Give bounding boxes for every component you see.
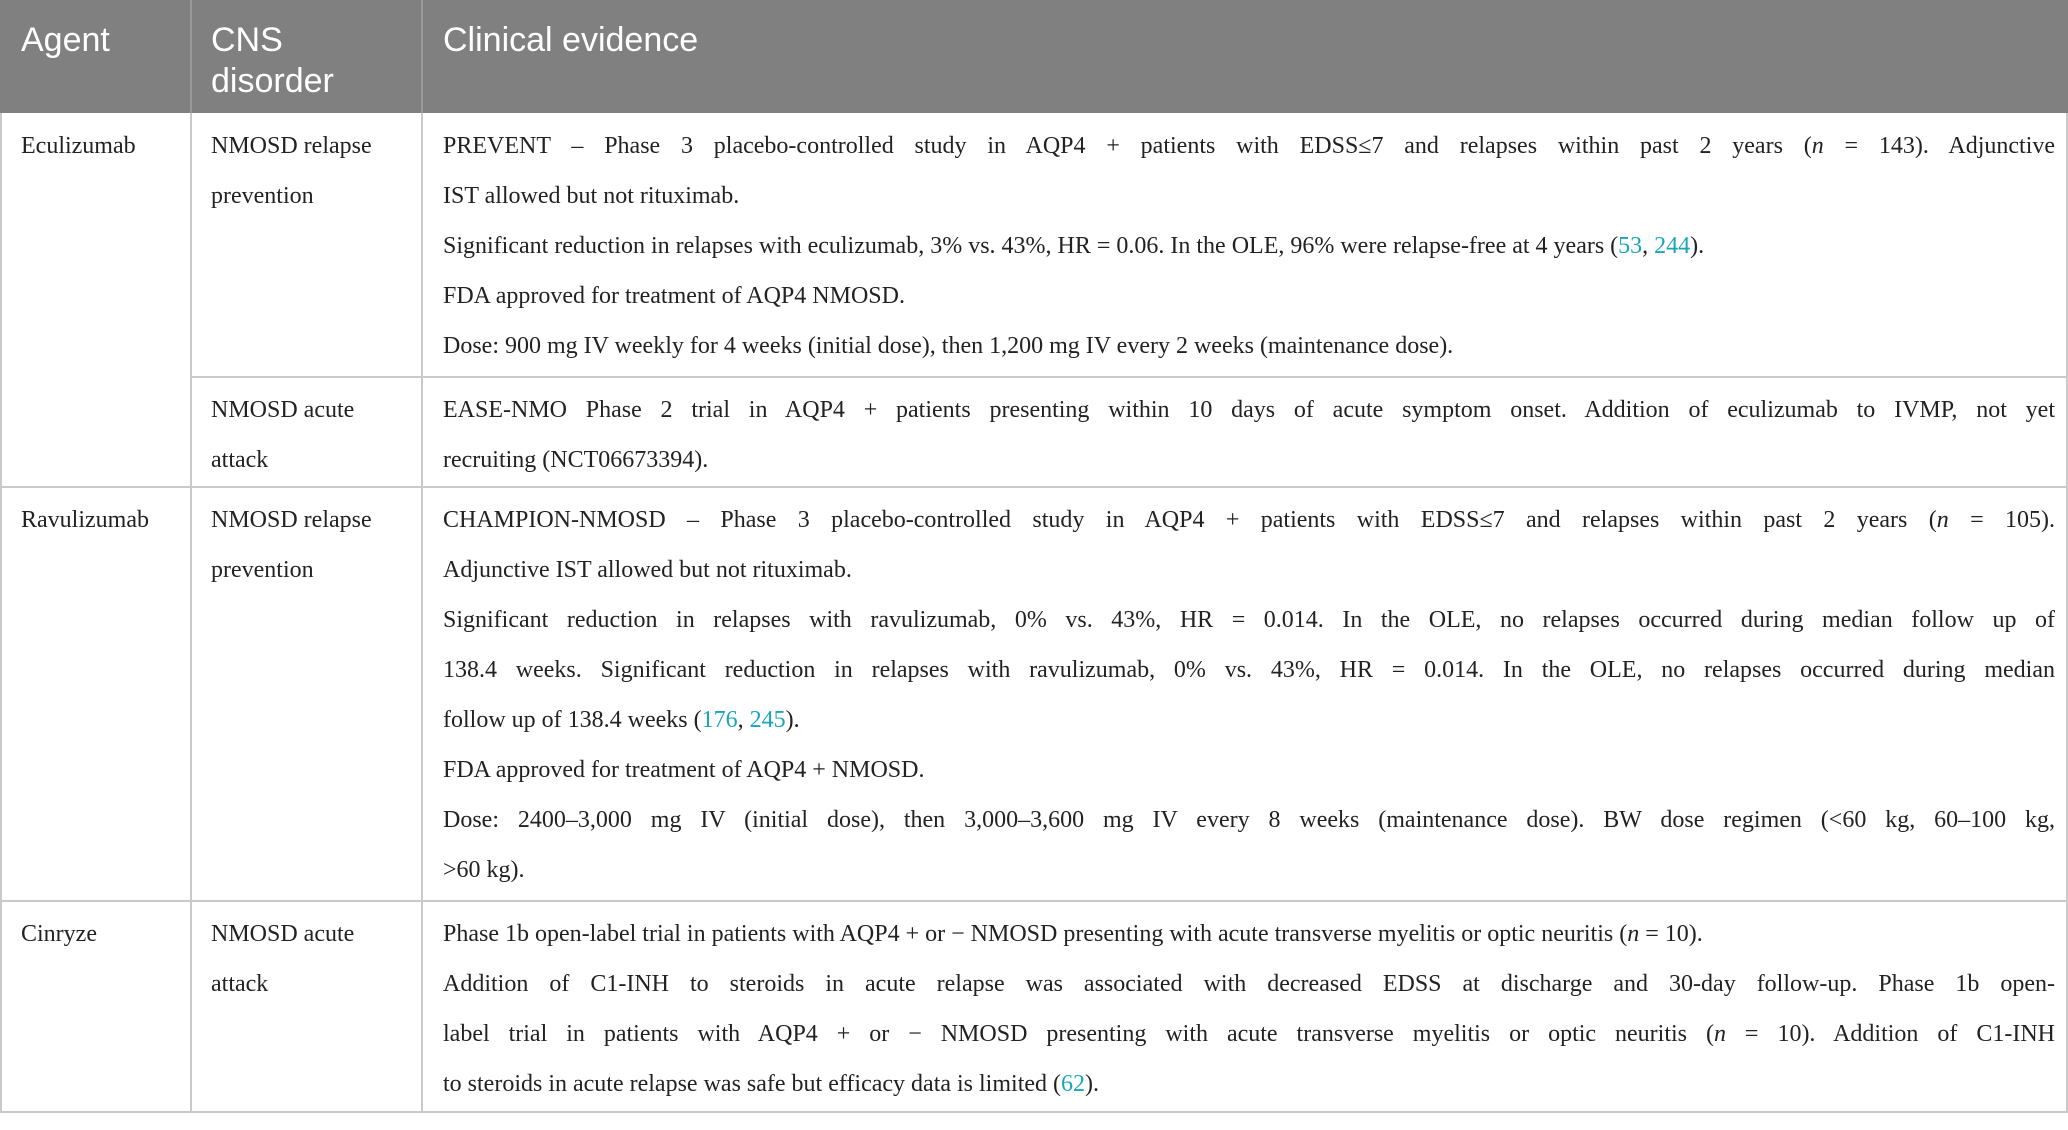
evidence-text: follow up of 138.4 weeks (: [443, 707, 702, 733]
evidence-text: IST allowed but not rituximab.: [443, 183, 740, 209]
evidence-text: ).: [1690, 233, 1705, 259]
evidence-line: [443, 271, 2055, 321]
cns-disorder-line: prevention: [211, 183, 314, 209]
evidence-paragraph: [443, 959, 2055, 1109]
cns-disorder-cell: [211, 901, 416, 1009]
evidence-text: Significant reduction in relapses with eculizumab, 3% vs. 43%, HR = 0.06. In the OLE, 96% were relapse-free at 4 years (: [443, 233, 1619, 259]
evidence-text: ,: [1642, 233, 1655, 259]
agent-cell: [21, 901, 186, 959]
evidence-line: [443, 795, 2055, 845]
evidence-line: [443, 171, 2055, 221]
evidence-text: recruiting (NCT06673394).: [443, 447, 709, 473]
clinical-evidence-cell: [443, 113, 2055, 371]
header-cns-disorder-line: CNS: [211, 21, 283, 59]
agent-cell: [21, 113, 186, 171]
evidence-text: >60 kg).: [443, 857, 525, 883]
reference-link[interactable]: 53: [1618, 233, 1643, 259]
reference-link[interactable]: 176: [701, 707, 738, 733]
evidence-paragraph: [443, 321, 2055, 371]
evidence-text: Significant reduction in relapses with ravulizumab, 0% vs. 43%, HR = 0.014. In the OLE, no relapses occurred during median follow up of: [443, 607, 2055, 633]
evidence-paragraph: [443, 121, 2055, 221]
clinical-evidence-cell: [443, 487, 2055, 895]
evidence-text: FDA approved for treatment of AQP4 NMOSD.: [443, 283, 905, 309]
evidence-text: = 10).: [1639, 921, 1703, 947]
evidence-line: [443, 545, 2055, 595]
cns-disorder-line: attack: [211, 447, 269, 473]
clinical-evidence-cell: [443, 377, 2055, 485]
evidence-paragraph: [443, 909, 2055, 959]
italic-symbol: n: [1936, 507, 1949, 533]
evidence-text: FDA approved for treatment of AQP4 + NMOSD.: [443, 757, 925, 783]
evidence-line: [443, 909, 2055, 959]
header-clinical-evidence: Clinical evidence: [443, 21, 699, 59]
evidence-text: = 105).: [1948, 507, 2055, 533]
agent-cell: [21, 487, 186, 545]
evidence-text: Phase 1b open-label trial in patients with AQP4 + or − NMOSD presenting with acute transverse myelitis or optic neuritis (: [443, 921, 1628, 947]
evidence-line: [443, 435, 2055, 485]
reference-link[interactable]: 244: [1654, 233, 1691, 259]
header-cns-disorder: [211, 0, 334, 113]
evidence-text: Adjunctive IST allowed but not rituximab.: [443, 557, 852, 583]
italic-symbol: n: [1627, 921, 1640, 947]
agent-name: Cinryze: [21, 921, 97, 947]
reference-link[interactable]: 62: [1061, 1071, 1085, 1097]
italic-symbol: n: [1713, 1021, 1726, 1047]
evidence-text: PREVENT – Phase 3 placebo-controlled study in AQP4 + patients with EDSS≤7 and relapses within past 2 years (: [443, 133, 1812, 159]
clinical-evidence-cell: [443, 901, 2055, 1109]
evidence-line: [443, 221, 2055, 271]
agent-name: Ravulizumab: [21, 507, 149, 533]
evidence-paragraph: [443, 385, 2055, 485]
evidence-line: [443, 495, 2055, 545]
evidence-text: to steroids in acute relapse was safe but efficacy data is limited (: [443, 1071, 1061, 1097]
evidence-text: EASE-NMO Phase 2 trial in AQP4 + patients presenting within 10 days of acute symptom onset. Addition of eculizumab to IVMP, not yet: [443, 397, 2055, 423]
row-divider: [0, 1111, 2068, 1113]
evidence-text: ).: [785, 707, 800, 733]
evidence-text: label trial in patients with AQP4 + or − NMOSD presenting with acute transverse myelitis or optic neuritis (: [443, 1021, 1714, 1047]
column-divider: [421, 113, 423, 1113]
evidence-line: [443, 1059, 2055, 1109]
evidence-line: [443, 385, 2055, 435]
evidence-text: CHAMPION-NMOSD – Phase 3 placebo-controlled study in AQP4 + patients with EDSS≤7 and relapses within past 2 years (: [443, 507, 1937, 533]
evidence-text: Addition of C1-INH to steroids in acute relapse was associated with decreased EDSS at discharge and 30-day follow-up. Phase 1b open-: [443, 971, 2055, 997]
cns-disorder-line: NMOSD relapse: [211, 133, 372, 159]
evidence-paragraph: [443, 271, 2055, 321]
cns-disorder-cell: [211, 113, 416, 221]
cns-disorder-line: prevention: [211, 557, 314, 583]
header-divider: [421, 0, 423, 113]
header-divider: [190, 0, 192, 113]
evidence-line: [443, 959, 2055, 1009]
column-divider: [190, 113, 192, 1113]
evidence-line: [443, 695, 2055, 745]
table-header: [0, 0, 2068, 113]
cns-disorder-cell: [211, 487, 416, 595]
reference-link[interactable]: 245: [749, 707, 786, 733]
evidence-text: 138.4 weeks. Significant reduction in relapses with ravulizumab, 0% vs. 43%, HR = 0.014. In the OLE, no relapses occurred during median: [443, 657, 2055, 683]
cns-disorder-line: NMOSD acute: [211, 397, 355, 423]
cns-disorder-line: NMOSD relapse: [211, 507, 372, 533]
cns-disorder-line: NMOSD acute: [211, 921, 355, 947]
evidence-text: = 143). Adjunctive: [1823, 133, 2056, 159]
agent-name: Eculizumab: [21, 133, 136, 159]
header-agent: Agent: [21, 21, 110, 59]
evidence-line: [443, 745, 2055, 795]
evidence-line: [443, 1009, 2055, 1059]
evidence-paragraph: [443, 745, 2055, 795]
evidence-text: Dose: 2400–3,000 mg IV (initial dose), then 3,000–3,600 mg IV every 8 weeks (maintenance dose). BW dose regimen (<60 kg, 60–100 kg,: [443, 807, 2055, 833]
evidence-paragraph: [443, 795, 2055, 895]
table-border-left: [0, 113, 2, 1113]
evidence-line: [443, 845, 2055, 895]
evidence-line: [443, 595, 2055, 645]
cns-disorder-cell: [211, 377, 416, 485]
cns-disorder-line: attack: [211, 971, 269, 997]
header-cns-disorder-line: disorder: [211, 62, 334, 100]
evidence-line: [443, 121, 2055, 171]
evidence-text: ,: [737, 707, 750, 733]
evidence-text: ).: [1085, 1071, 1099, 1097]
evidence-line: [443, 321, 2055, 371]
evidence-paragraph: [443, 595, 2055, 745]
evidence-paragraph: [443, 495, 2055, 595]
evidence-text: Dose: 900 mg IV weekly for 4 weeks (initial dose), then 1,200 mg IV every 2 weeks (maintenance dose).: [443, 333, 1454, 359]
evidence-text: = 10). Addition of C1-INH: [1725, 1021, 2055, 1047]
evidence-line: [443, 645, 2055, 695]
evidence-paragraph: [443, 221, 2055, 271]
italic-symbol: n: [1811, 133, 1824, 159]
